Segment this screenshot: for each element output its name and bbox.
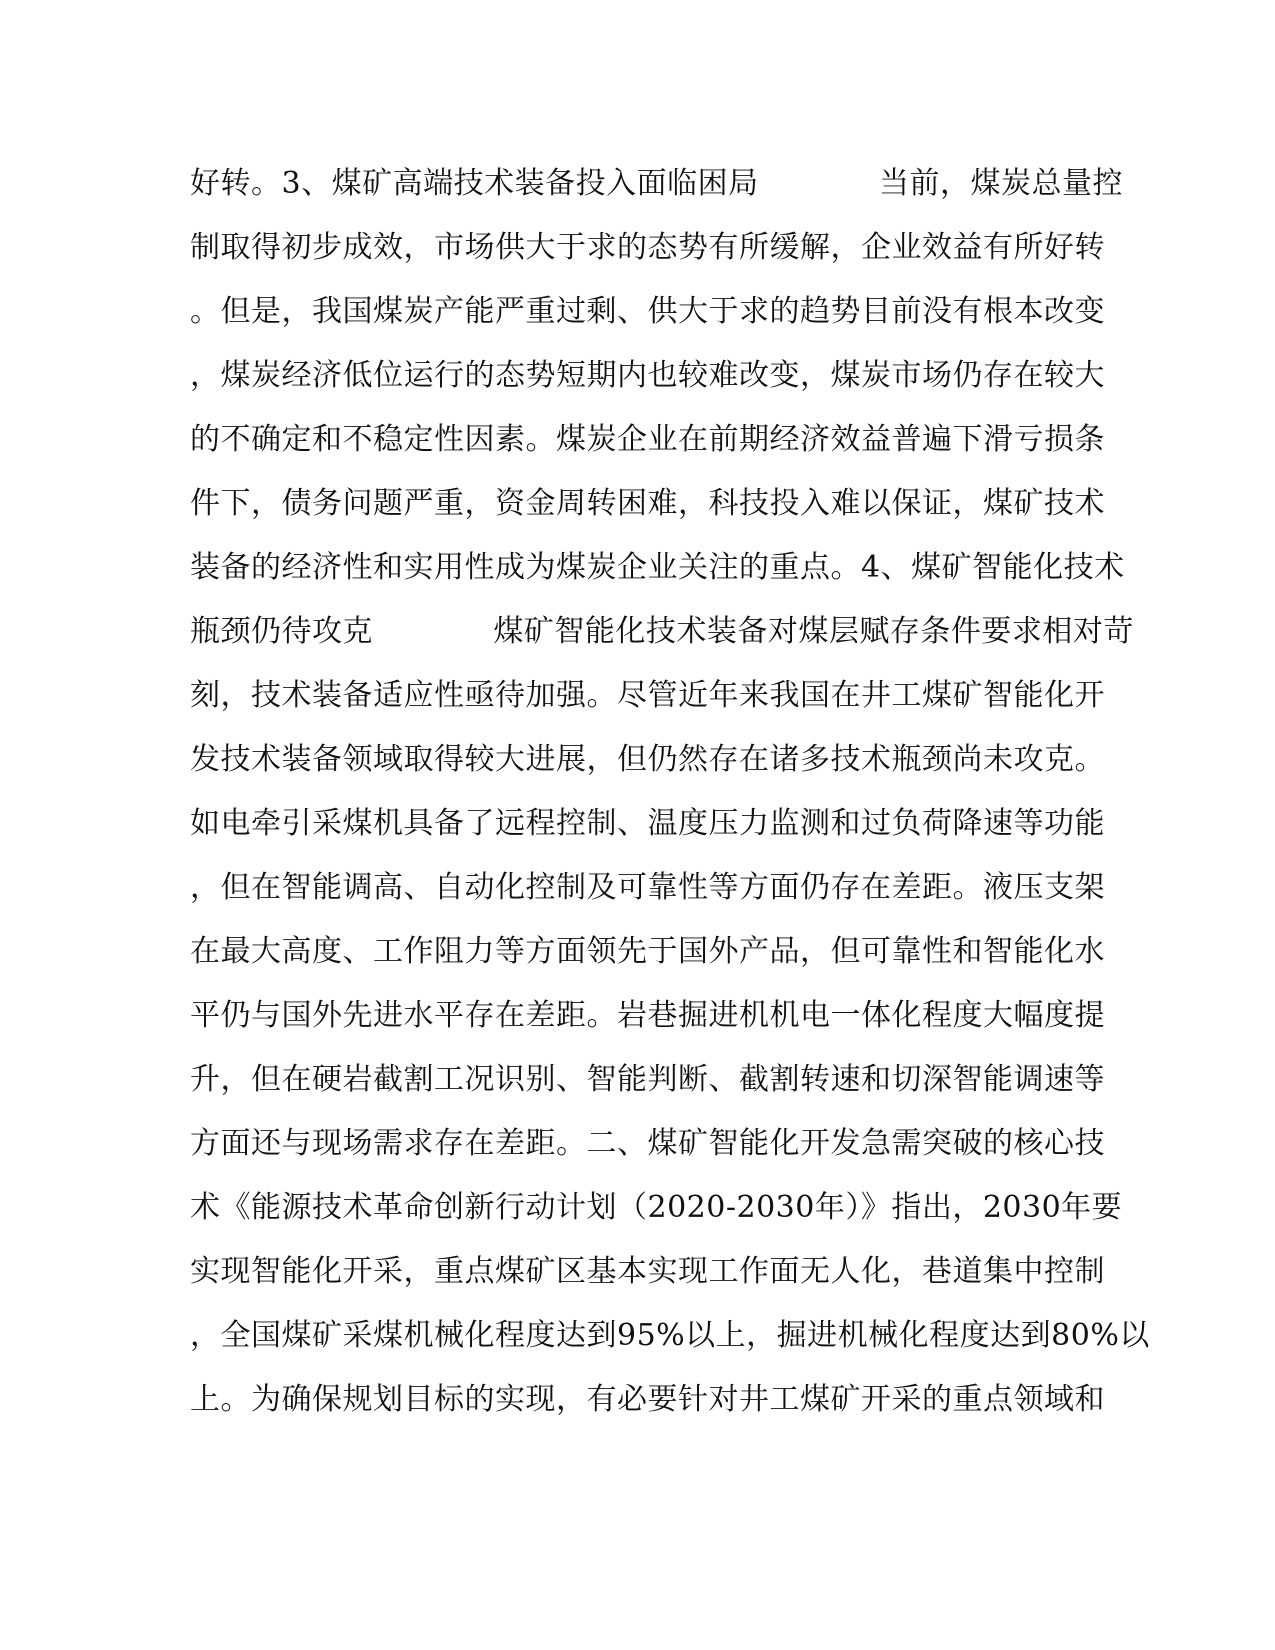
text-line-5: 的不确定和不稳定性因素。煤炭企业在前期经济效益普遍下滑亏损条: [190, 422, 1105, 457]
text-line-4: ，煤炭经济低位运行的态势短期内也较难改变，煤炭市场仍存在较大: [190, 358, 1105, 393]
text-line-16: 方面还与现场需求存在差距。二、煤矿智能化开发急需突破的核心技: [190, 1126, 1105, 1161]
body-text: [190, 152, 1150, 1432]
text-line-3: 。但是，我国煤炭产能严重过剩、供大于求的趋势目前没有根本改变: [190, 294, 1105, 329]
text-line-17: 术《能源技术革命创新行动计划（2020-2030年）》指出，2030年要: [190, 1190, 1123, 1225]
text-line-11: 如电牵引采煤机具备了远程控制、温度压力监测和过负荷降速等功能: [190, 806, 1105, 841]
text-line-2: 制取得初步成效，市场供大于求的态势有所缓解，企业效益有所好转: [190, 230, 1105, 265]
text-line-6: 件下，债务问题严重，资金周转困难，科技投入难以保证，煤矿技术: [190, 486, 1105, 521]
text-line-19: ，全国煤矿采煤机械化程度达到95%以上，掘进机械化程度达到80%以: [190, 1318, 1150, 1353]
text-line-18: 实现智能化开采，重点煤矿区基本实现工作面无人化，巷道集中控制: [190, 1254, 1105, 1289]
text-line-12: ，但在智能调高、自动化控制及可靠性等方面仍存在差距。液压支架: [190, 870, 1105, 905]
text-line-13: 在最大高度、工作阻力等方面领先于国外产品，但可靠性和智能化水: [190, 934, 1105, 969]
text-line-15: 升，但在硬岩截割工况识别、智能判断、截割转速和切深智能调速等: [190, 1062, 1105, 1097]
text-line-14: 平仍与国外先进水平存在差距。岩巷掘进机机电一体化程度大幅度提: [190, 998, 1105, 1033]
text-line-1: 好转。3、煤矿高端技术装备投入面临困局 当前，煤炭总量控: [190, 166, 1124, 201]
text-line-9: 刻，技术装备适应性亟待加强。尽管近年来我国在井工煤矿智能化开: [190, 678, 1105, 713]
text-line-8: 瓶颈仍待攻克 煤矿智能化技术装备对煤层赋存条件要求相对苛: [190, 614, 1134, 649]
text-line-7: 装备的经济性和实用性成为煤炭企业关注的重点。4、煤矿智能化技术: [190, 550, 1125, 585]
text-line-10: 发技术装备领域取得较大进展，但仍然存在诸多技术瓶颈尚未攻克。: [190, 742, 1105, 777]
text-line-20: 上。为确保规划目标的实现，有必要针对井工煤矿开采的重点领域和: [190, 1382, 1105, 1417]
